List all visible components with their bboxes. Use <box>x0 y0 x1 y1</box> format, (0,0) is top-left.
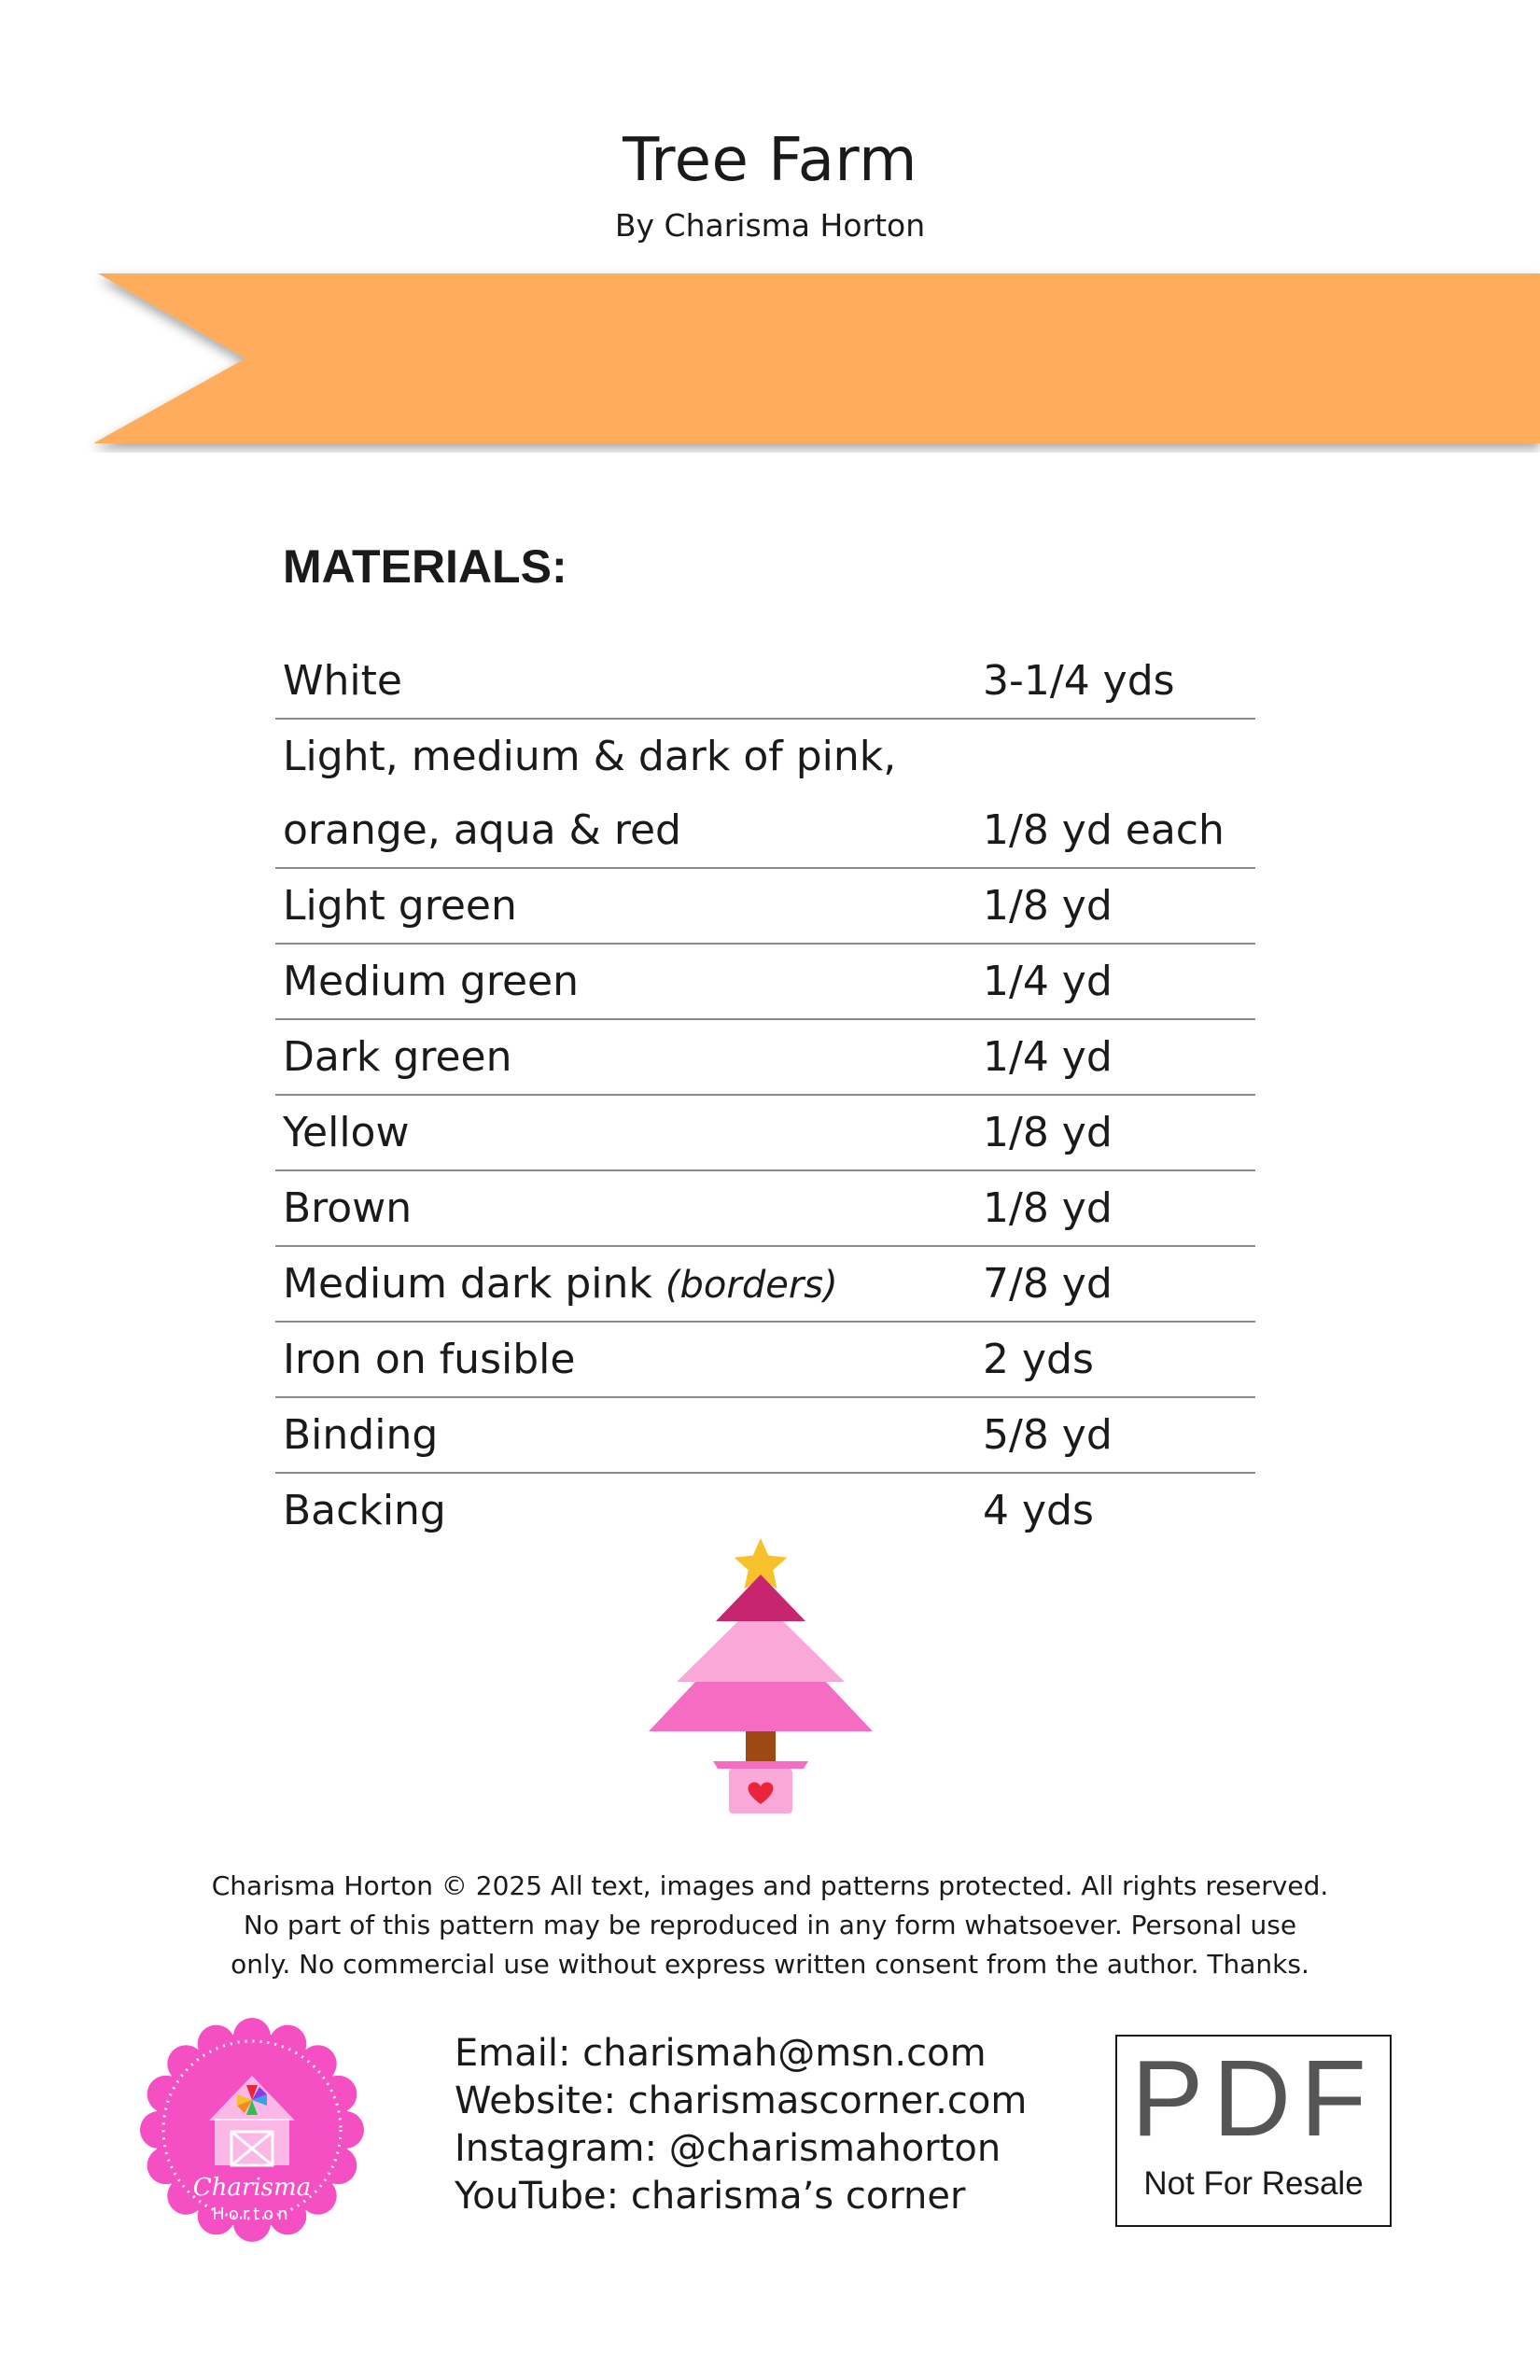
contact-youtube: YouTube: charisma’s corner <box>455 2175 966 2218</box>
author-byline: By Charisma Horton <box>614 207 926 244</box>
material-name <box>275 944 983 1019</box>
material-name <box>275 1170 983 1246</box>
contact-website: Website: charismascorner.com <box>455 2079 1028 2122</box>
material-row <box>275 1170 1255 1246</box>
material-quantity: 5/8 yd <box>983 1411 1113 1459</box>
material-quantity: 3-1/4 yds <box>983 657 1175 705</box>
tree-middle-tier <box>677 1621 845 1682</box>
contact-info <box>455 2030 1027 2220</box>
material-name <box>275 1322 983 1397</box>
materials-table <box>275 644 1255 1547</box>
ribbon-shape <box>93 273 1540 443</box>
material-name-line: White <box>283 657 402 705</box>
pink-tree-illustration <box>649 1535 891 1825</box>
material-name-line: Medium green <box>283 958 580 1005</box>
material-quantity: 1/4 yd <box>983 958 1113 1005</box>
material-name <box>275 1019 983 1095</box>
copyright-line: only. No commercial use without express written consent from the author. Thanks. <box>231 1949 1309 1980</box>
tree-trunk <box>746 1731 776 1761</box>
material-name-line: Iron on fusible <box>283 1336 576 1383</box>
material-name-line: Light, medium & dark of pink, <box>283 733 897 780</box>
not-for-resale-label: Not For Resale <box>1143 2165 1364 2202</box>
material-name-line: Medium dark pink <box>283 1260 652 1308</box>
material-name-line: Yellow <box>283 1109 410 1156</box>
material-quantity: 1/8 yd <box>983 882 1113 930</box>
material-row <box>275 1397 1255 1473</box>
tree-top-tier <box>716 1575 805 1621</box>
material-name <box>275 1095 983 1170</box>
material-quantity: 2 yds <box>983 1336 1094 1383</box>
material-name-line: Light green <box>283 882 517 930</box>
material-quantity: 1/8 yd each <box>983 806 1225 854</box>
material-row <box>275 719 1255 868</box>
orange-ribbon-banner <box>75 266 1540 453</box>
tree-bottom-tier <box>649 1682 873 1731</box>
material-quantity: 4 yds <box>983 1487 1094 1534</box>
material-quantity: 1/8 yd <box>983 1184 1113 1232</box>
material-name <box>275 1397 983 1473</box>
logo-text-charisma: Charisma <box>192 2174 312 2202</box>
material-name <box>275 868 983 944</box>
material-quantity: 1/8 yd <box>983 1109 1113 1156</box>
material-row <box>275 1019 1255 1095</box>
material-name-line: Brown <box>283 1184 413 1232</box>
copyright-line: No part of this pattern may be reproduced in any form whatsoever. Personal use <box>243 1910 1297 1940</box>
material-row <box>275 944 1255 1019</box>
material-row <box>275 1246 1255 1322</box>
material-row <box>275 1095 1255 1170</box>
copyright-line: Charisma Horton © 2025 All text, images and patterns protected. All rights reserved. <box>211 1870 1329 1901</box>
contact-instagram: Instagram: @charismahorton <box>455 2127 1001 2170</box>
contact-email: Email: charismah@msn.com <box>455 2032 987 2075</box>
material-name <box>275 644 983 719</box>
material-note: (borders) <box>665 1264 838 1307</box>
material-quantity: 1/4 yd <box>983 1033 1113 1081</box>
pdf-not-for-resale-badge <box>1115 2035 1392 2227</box>
pdf-label: PDF <box>1131 2037 1376 2159</box>
material-row <box>275 644 1255 719</box>
material-quantity: 7/8 yd <box>983 1260 1113 1308</box>
copyright-notice <box>0 1867 1540 1984</box>
material-name-line: Backing <box>283 1487 446 1534</box>
material-row <box>275 1322 1255 1397</box>
materials-heading: MATERIALS: <box>283 540 567 593</box>
charisma-horton-logo <box>140 2018 364 2242</box>
material-name-line: Binding <box>283 1411 439 1459</box>
material-name <box>275 719 983 868</box>
material-name-line: orange, aqua & red <box>283 806 681 854</box>
pot-rim <box>713 1761 808 1769</box>
material-row <box>275 868 1255 944</box>
page-title: Tree Farm <box>623 126 917 195</box>
logo-text-horton: Horton <box>212 2205 292 2224</box>
material-name <box>275 1246 983 1322</box>
material-name-line: Dark green <box>283 1033 512 1081</box>
